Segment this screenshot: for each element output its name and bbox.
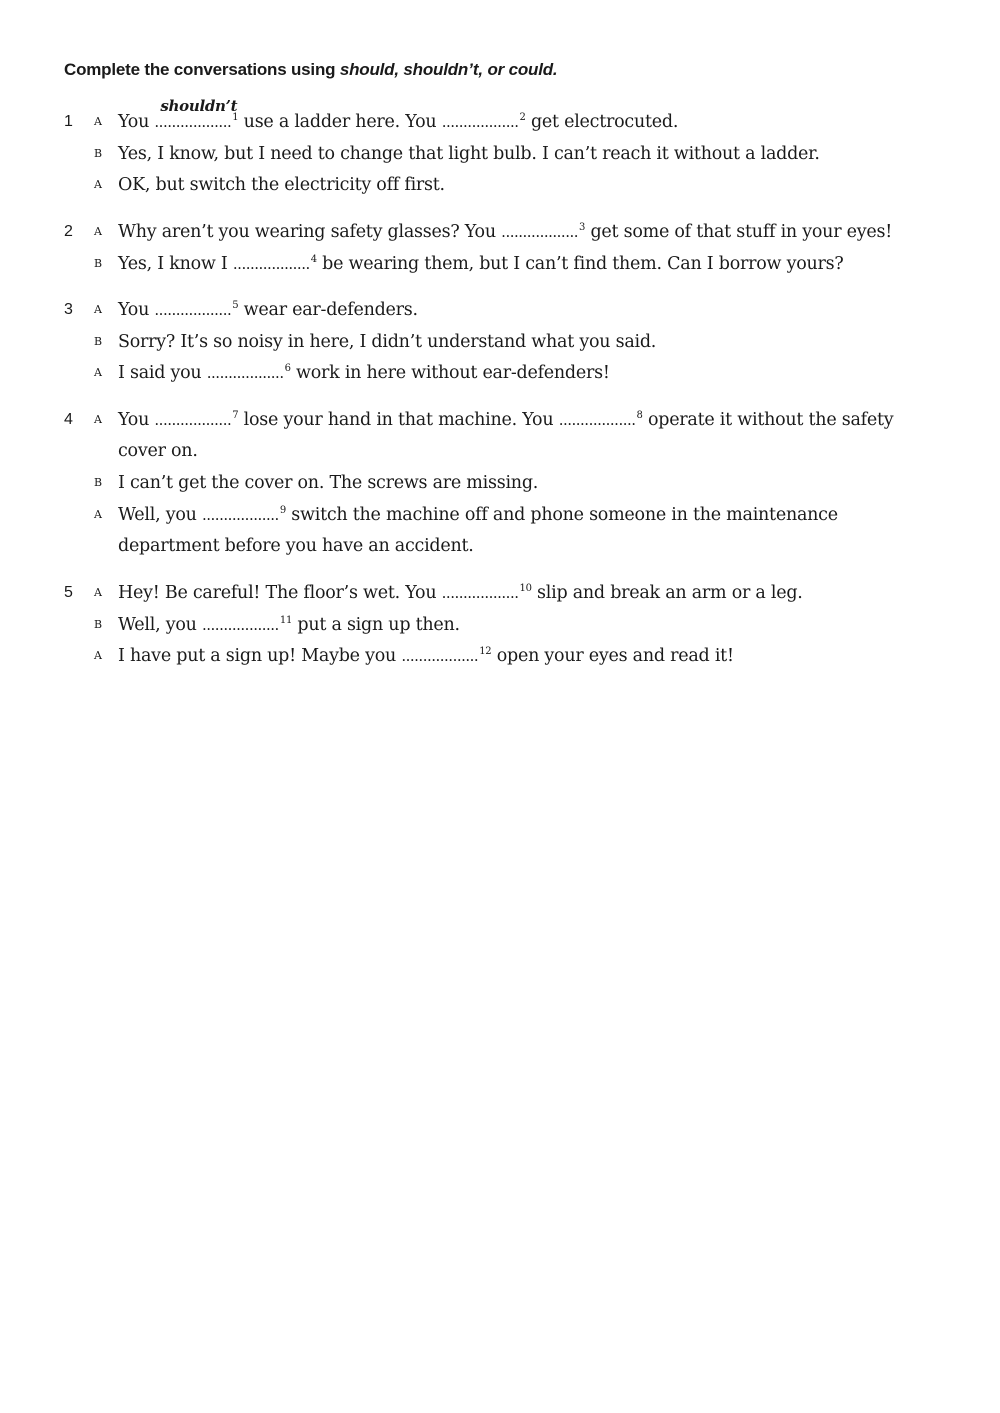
dialogue-line: I can’t get the cover on. The screws are missing. xyxy=(118,473,539,493)
gap-number: 10 xyxy=(519,583,532,594)
answer-gap-10[interactable]: .................. xyxy=(441,584,519,602)
dialogue-line-continuation: department before you have an accident. xyxy=(118,536,474,556)
dialogue-line: I have put a sign up! Maybe you ..................$^{12}$ open your eyes and read it! xyxy=(118,646,734,666)
dialogue-line: OK, but switch the electricity off first. xyxy=(118,175,445,195)
dialogue-line: You ..................$^7$ lose your hand in that machine. You ..................$^8$ operate it without the safety xyxy=(118,410,894,430)
dialogue-line: Well, you ..................$^9$ switch the machine off and phone someone in the maintenance xyxy=(118,505,838,525)
speaker-label: A xyxy=(94,178,103,191)
gap-number: 1 xyxy=(232,112,239,123)
conversation-number: 1 xyxy=(64,113,73,130)
speaker-label: A xyxy=(94,115,103,128)
gap-number: 8 xyxy=(636,410,643,421)
speaker-label: A xyxy=(94,413,103,426)
dialogue-line: Hey! Be careful! The floor’s wet. You ..................$^{10}$ slip and break an arm or a leg. xyxy=(118,583,803,603)
answer-gap-6[interactable]: .................. xyxy=(206,364,284,382)
speaker-label: A xyxy=(94,508,103,521)
speaker-label: A xyxy=(94,303,103,316)
gap-number: 5 xyxy=(232,300,239,311)
speaker-label: A xyxy=(94,225,103,238)
speaker-label: B xyxy=(94,257,103,270)
answer-gap-5[interactable]: .................. xyxy=(154,301,232,319)
gap-number: 12 xyxy=(479,646,492,657)
gap-number: 11 xyxy=(279,615,293,626)
gap-number: 6 xyxy=(284,363,291,374)
answer-gap-9[interactable]: .................. xyxy=(202,506,279,524)
speaker-label: B xyxy=(94,335,103,348)
gap-number: 4 xyxy=(310,254,317,265)
dialogue-line: You shouldn’t ..................$^1$ use a ladder here. You ..................$^2$ get electrocuted. xyxy=(118,97,679,132)
conversation-number: 5 xyxy=(64,584,73,601)
speaker-label: B xyxy=(94,147,103,160)
answer-gap-7[interactable]: .................. xyxy=(154,411,232,429)
instruction-text: Complete the conversations using xyxy=(64,60,340,79)
instruction-heading xyxy=(64,60,557,80)
dialogue-line: Yes, I know, but I need to change that light bulb. I can’t reach it without a ladder. xyxy=(118,144,820,164)
dialogue-line: I said you ..................$^6$ work in here without ear-defenders! xyxy=(118,363,610,383)
dialogue-line: You ..................$^5$ wear ear-defenders. xyxy=(118,300,418,320)
answer-gap-12[interactable]: .................. xyxy=(401,647,479,665)
speaker-label: A xyxy=(94,649,103,662)
conversation-number: 2 xyxy=(64,223,73,240)
dialogue-line: Sorry? It’s so noisy in here, I didn’t understand what you said. xyxy=(118,332,657,352)
speaker-label: B xyxy=(94,476,103,489)
answer-gap-4[interactable]: .................. xyxy=(232,255,310,273)
answer-gap-2[interactable]: .................. xyxy=(441,113,519,131)
answer-gap-11[interactable]: .................. xyxy=(202,616,279,634)
gap-number: 7 xyxy=(232,410,239,421)
dialogue-line: Well, you ..................$^{11}$ put a sign up then. xyxy=(118,615,460,635)
answer-gap-3[interactable]: .................. xyxy=(501,223,578,241)
dialogue-line: Yes, I know I ..................$^4$ be wearing them, but I can’t find them. Can I borrow yours? xyxy=(118,254,844,274)
gap-number: 3 xyxy=(579,222,586,233)
speaker-label: A xyxy=(94,586,103,599)
answer-gap-1[interactable]: shouldn’t .................. xyxy=(154,97,238,131)
speaker-label: A xyxy=(94,366,103,379)
instruction-target-words: should, shouldn’t, or could. xyxy=(339,60,558,79)
answer-gap-8[interactable]: .................. xyxy=(558,411,636,429)
gap-number: 2 xyxy=(519,112,526,123)
speaker-label: B xyxy=(94,618,103,631)
example-answer: shouldn’t xyxy=(160,97,238,115)
dialogue-line: Why aren’t you wearing safety glasses? You ..................$^3$ get some of that stuff in your eyes! xyxy=(118,222,892,242)
conversation-number: 3 xyxy=(64,301,73,318)
dialogue-line-continuation: cover on. xyxy=(118,441,198,461)
gap-number: 9 xyxy=(279,505,286,516)
conversation-number: 4 xyxy=(64,411,73,428)
